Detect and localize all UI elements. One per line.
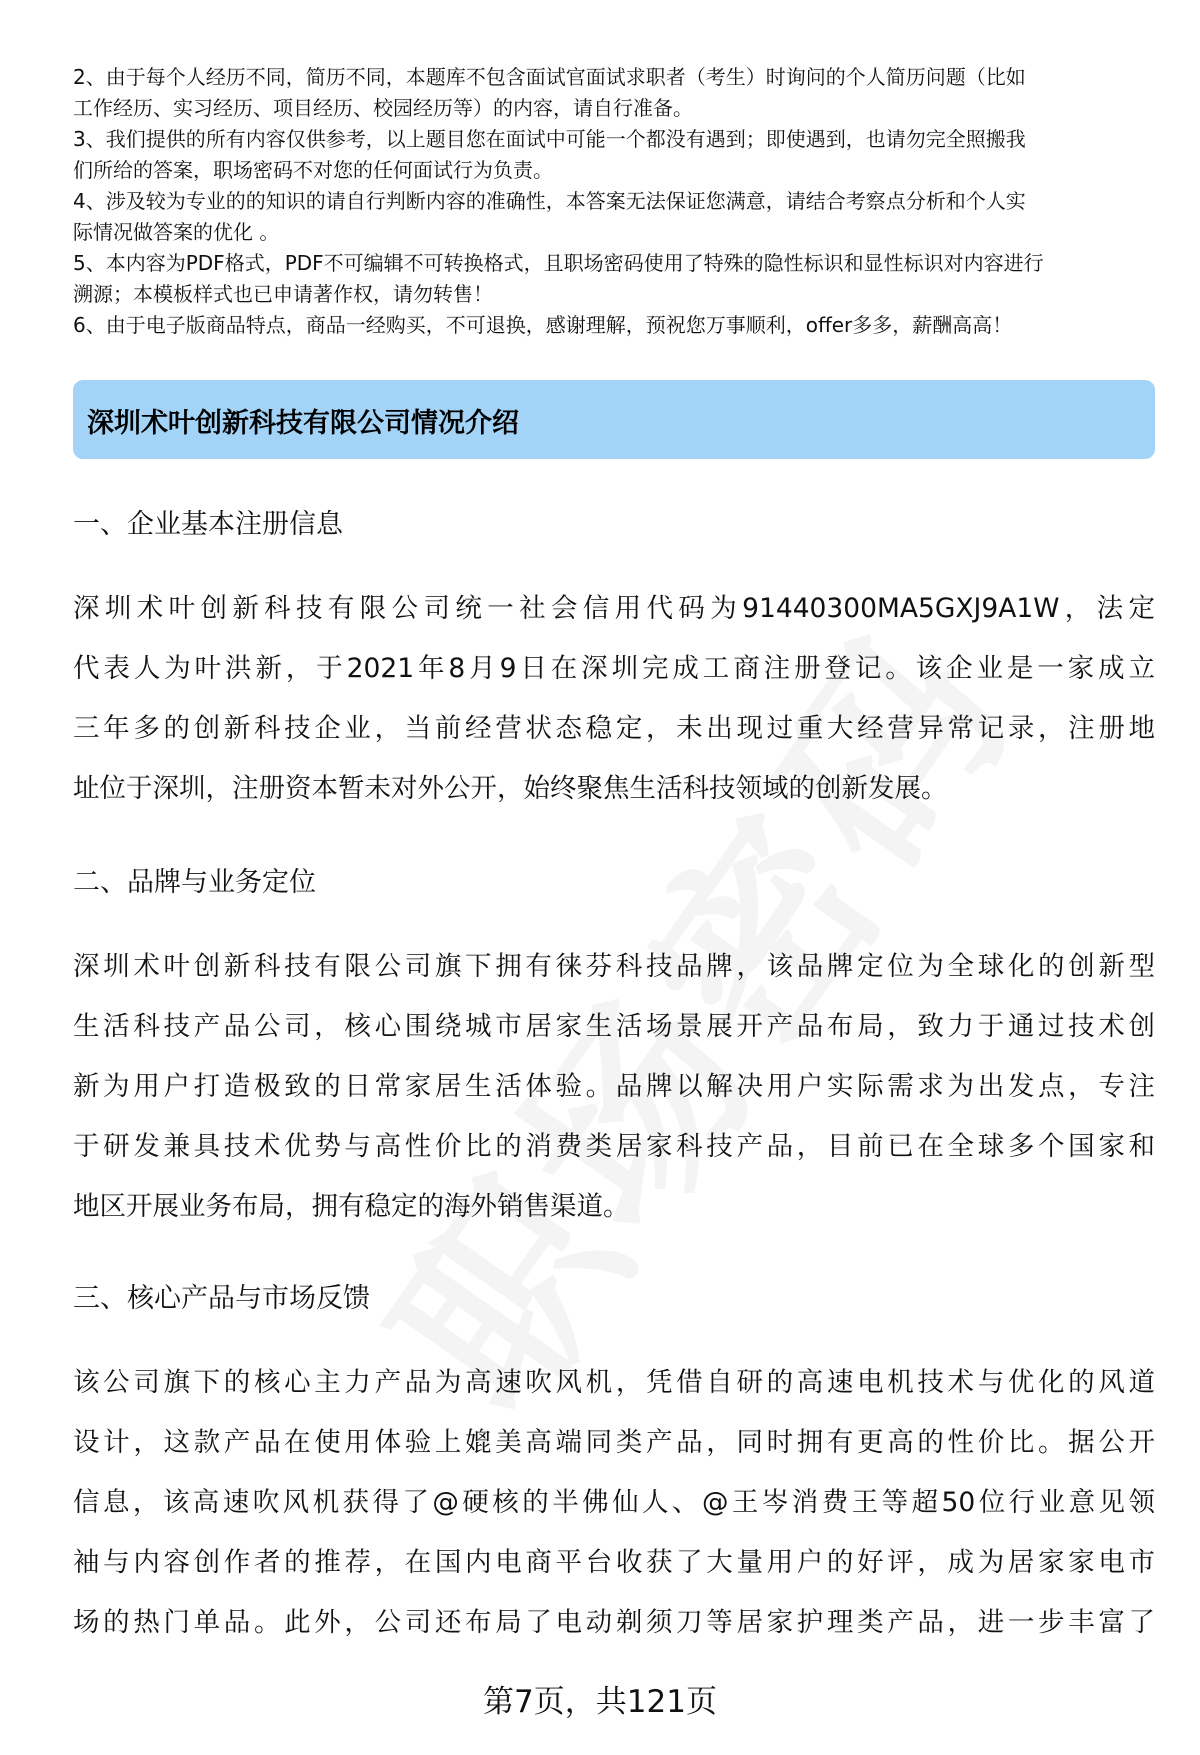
- section-title-banner: [73, 380, 1155, 459]
- paragraph-products: [73, 1353, 1155, 1653]
- para-line: 袖与内容创作者的推荐，在国内电商平台收获了大量用户的好评，成为居家家电市: [73, 1547, 1155, 1578]
- note-line: 5、本内容为PDF格式，PDF不可编辑不可转换格式，且职场密码使用了特殊的隐性标识和显性标识对内容进行: [73, 251, 1044, 275]
- para-line: 设计，这款产品在使用体验上媲美高端同类产品，同时拥有更高的性价比。据公开: [73, 1427, 1155, 1458]
- para-line: 信息，该高速吹风机获得了@硬核的半佛仙人、@王岑消费王等超50位行业意见领: [73, 1487, 1155, 1518]
- para-line: 三年多的创新科技企业，当前经营状态稳定，未出现过重大经营异常记录，注册地: [73, 713, 1155, 744]
- note-line: 6、由于电子版商品特点，商品一经购买，不可退换，感谢理解，预祝您万事顺利，offer多多，薪酬高高！: [73, 313, 1013, 337]
- note-line: 2、由于每个人经历不同，简历不同，本题库不包含面试官面试求职者（考生）时询问的个人简历问题（比如: [73, 65, 1026, 89]
- section-title: 深圳术叶创新科技有限公司情况介绍: [87, 408, 519, 439]
- note-line: 们所给的答案，职场密码不对您的任何面试行为负责。: [73, 158, 553, 182]
- para-line: 地区开展业务布局，拥有稳定的海外销售渠道。: [73, 1191, 630, 1222]
- para-line: 深圳术叶创新科技有限公司统一社会信用代码为91440300MA5GXJ9A1W，法定: [73, 593, 1155, 624]
- para-line: 新为用户打造极致的日常家居生活体验。品牌以解决用户实际需求为出发点，专注: [73, 1071, 1155, 1102]
- paragraph-brand: [73, 937, 1155, 1237]
- para-line: 址位于深圳，注册资本暂未对外公开，始终聚焦生活科技领域的创新发展。: [73, 773, 948, 804]
- heading-registration: 一、企业基本注册信息: [73, 509, 343, 540]
- para-line: 生活科技产品公司，核心围绕城市居家生活场景展开产品布局，致力于通过技术创: [73, 1011, 1155, 1042]
- heading-brand: 二、品牌与业务定位: [73, 867, 316, 898]
- note-line: 际情况做答案的优化 。: [73, 220, 280, 244]
- note-line: 溯源；本模板样式也已申请著作权，请勿转售！: [73, 282, 493, 306]
- para-line: 该公司旗下的核心主力产品为高速吹风机，凭借自研的高速电机技术与优化的风道: [73, 1367, 1155, 1398]
- notes-list: [73, 62, 1158, 341]
- heading-products: 三、核心产品与市场反馈: [73, 1283, 370, 1314]
- note-line: 3、我们提供的所有内容仅供参考，以上题目您在面试中可能一个都没有遇到；即使遇到，也请勿完全照搬我: [73, 127, 1026, 151]
- note-line: 工作经历、实习经历、项目经历、校园经历等）的内容，请自行准备。: [73, 96, 693, 120]
- para-line: 场的热门单品。此外，公司还布局了电动剃须刀等居家护理类产品，进一步丰富了: [73, 1607, 1155, 1638]
- para-line: 代表人为叶洪新，于2021年8月9日在深圳完成工商注册登记。该企业是一家成立: [73, 653, 1155, 684]
- paragraph-registration: [73, 579, 1155, 819]
- page-number: 第7页，共121页: [483, 1684, 717, 1720]
- para-line: 深圳术叶创新科技有限公司旗下拥有徕芬科技品牌，该品牌定位为全球化的创新型: [73, 951, 1155, 982]
- note-line: 4、涉及较为专业的的知识的请自行判断内容的准确性，本答案无法保证您满意，请结合考察点分析和个人实: [73, 189, 1026, 213]
- para-line: 于研发兼具技术优势与高性价比的消费类居家科技产品，目前已在全球多个国家和: [73, 1131, 1155, 1162]
